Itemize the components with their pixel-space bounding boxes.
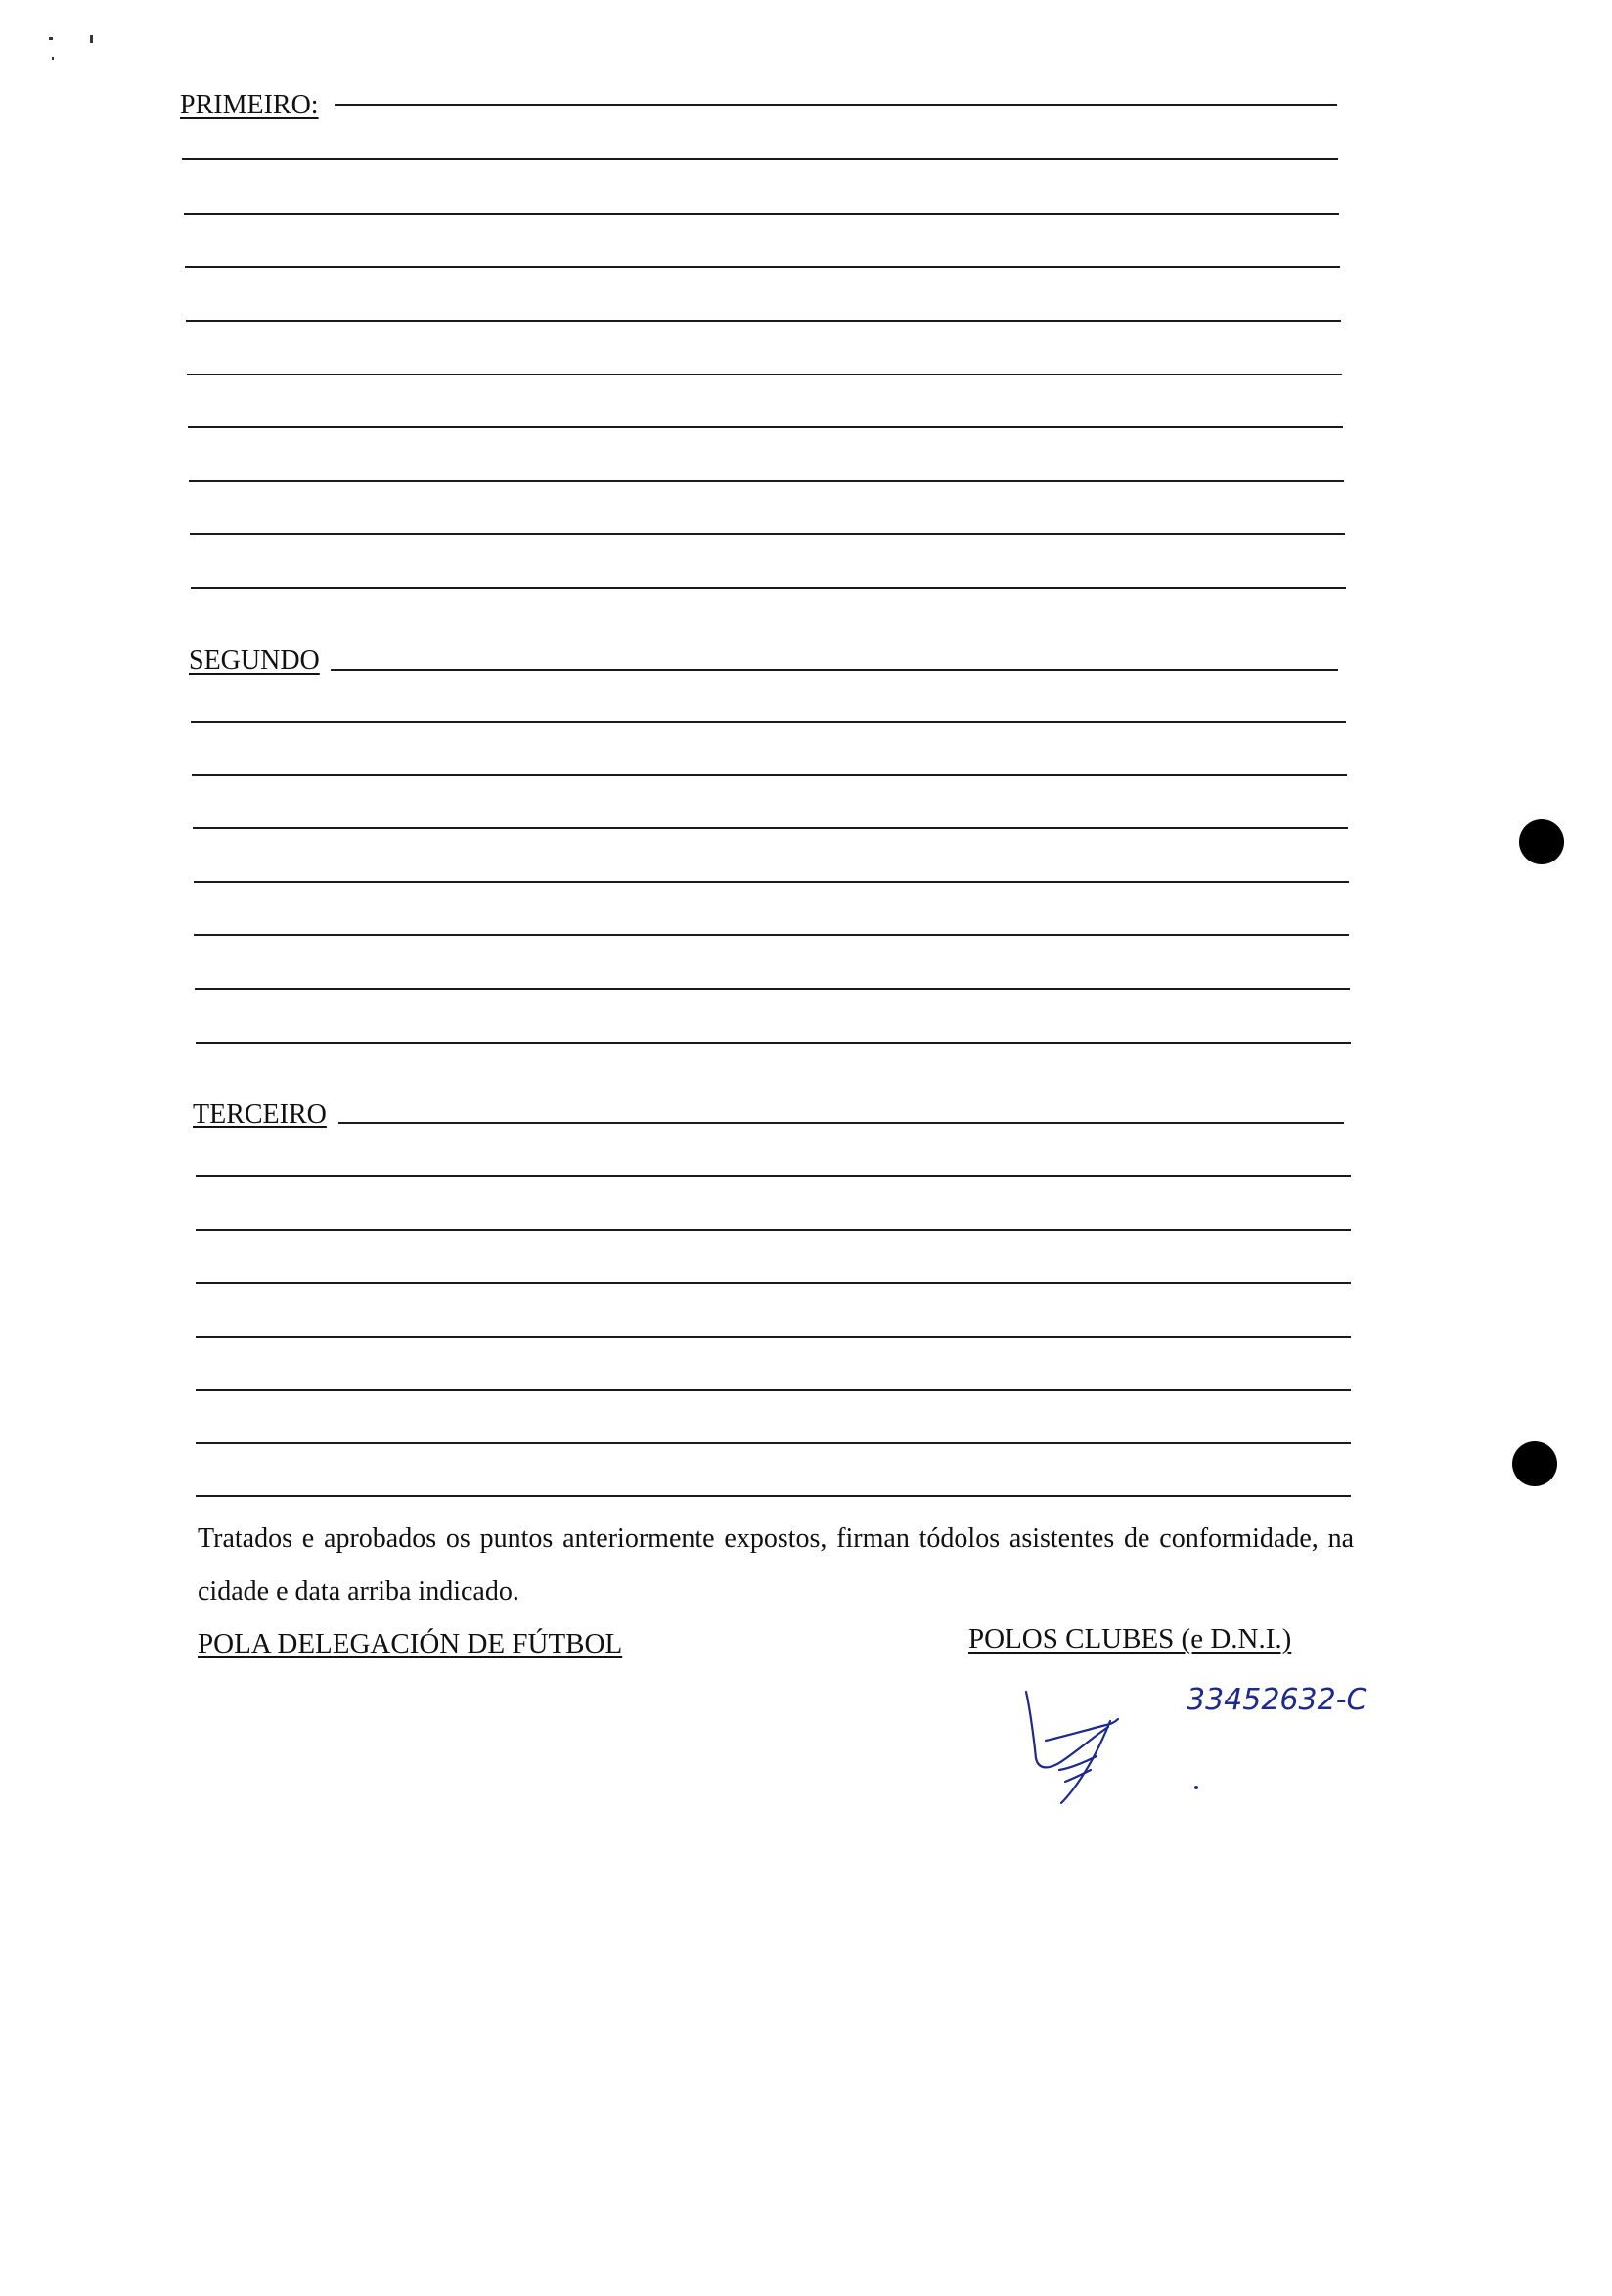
primeiro-rule-8 [190,533,1345,535]
segundo-rule-5 [194,934,1349,936]
primeiro-rule-3 [185,266,1340,268]
primeiro-rule-5 [187,374,1342,375]
terceiro-rule-4 [196,1336,1351,1338]
punch-hole-upper [1519,819,1564,864]
section-label-primeiro: PRIMEIRO: [180,90,319,120]
section-label-terceiro: TERCEIRO [193,1099,327,1129]
terceiro-rule-7 [196,1495,1351,1497]
terceiro-rule-5 [196,1389,1351,1391]
handwritten-dni: 33452632-C [1187,1683,1367,1717]
terceiro-title-rule [338,1122,1344,1124]
primeiro-rule-1 [182,158,1338,160]
scan-speck [49,37,53,40]
primeiro-rule-2 [184,213,1339,215]
primeiro-rule-4 [186,320,1341,322]
segundo-rule-7 [196,1042,1351,1044]
terceiro-rule-6 [196,1442,1351,1444]
segundo-title-rule [331,669,1338,671]
section-label-segundo: SEGUNDO [189,645,320,676]
primeiro-rule-9 [191,587,1346,589]
closing-paragraph: Tratados e aprobados os puntos anteriormente expostos, firman tódolos asistentes de conformidade, na cidade e data arriba indicado. [198,1523,1354,1607]
primeiro-title-rule [335,104,1337,106]
segundo-rule-2 [192,774,1347,776]
primeiro-rule-7 [189,480,1344,482]
terceiro-rule-3 [196,1282,1351,1284]
terceiro-rule-1 [196,1175,1351,1177]
scan-speck [52,57,54,60]
primeiro-rule-6 [188,426,1343,428]
clubs-signature-heading: POLOS CLUBES (e D.N.I.) [968,1623,1292,1655]
punch-hole-lower [1512,1441,1557,1486]
delegation-signature-heading: POLA DELEGACIÓN DE FÚTBOL [198,1628,623,1659]
terceiro-rule-2 [196,1229,1351,1231]
segundo-rule-6 [195,988,1350,990]
segundo-rule-4 [194,881,1349,883]
segundo-rule-1 [191,721,1346,723]
scan-speck [90,35,93,43]
handwritten-signature [1012,1680,1384,1817]
segundo-rule-3 [193,827,1348,829]
